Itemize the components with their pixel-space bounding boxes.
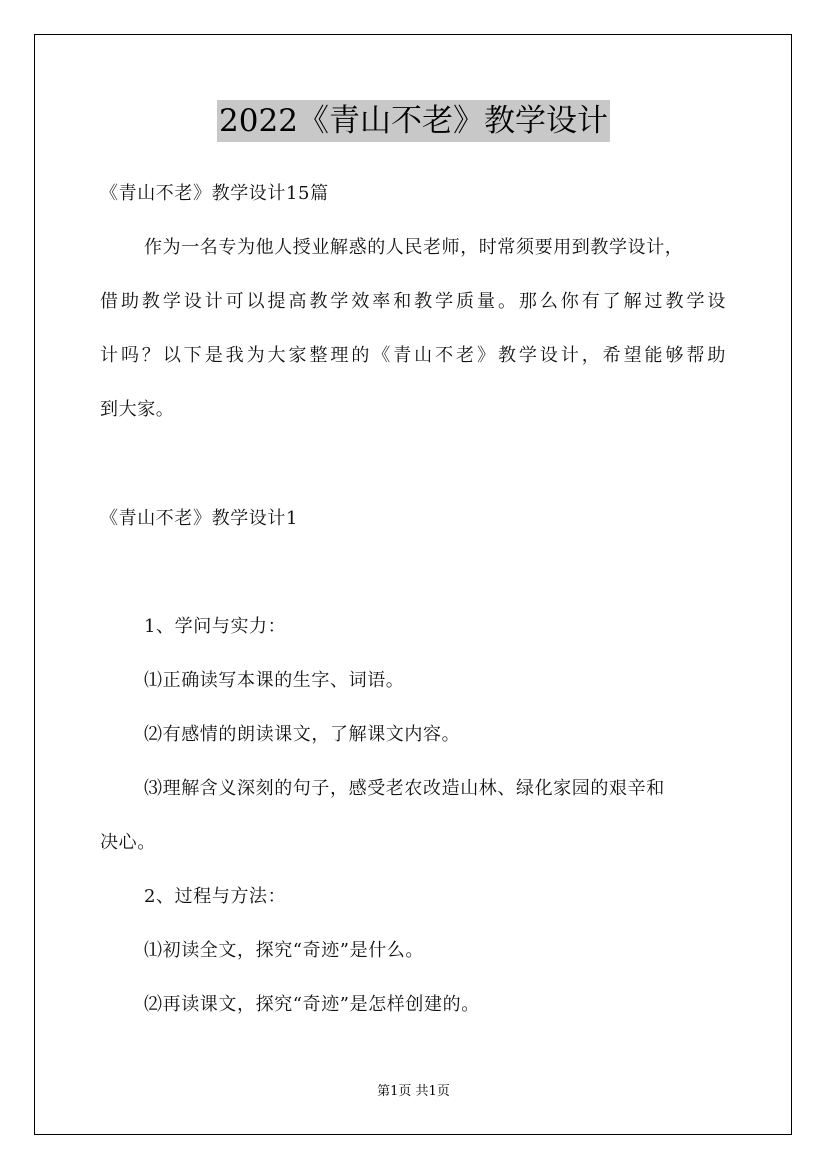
objective-item-continuation: 决心。: [100, 832, 156, 853]
objective-item: ⑴初读全文，探究“奇迹”是什么。: [144, 940, 425, 961]
objective-item: ⑵再读课文，探究“奇迹”是怎样创建的。: [144, 994, 480, 1015]
intro-line-2: 借助教学设计可以提高教学效率和教学质量。那么你有了解过教学设: [100, 291, 726, 312]
objective-heading-1: 1、学问与实力：: [144, 616, 287, 637]
objective-item: ⑵有感情的朗读课文，了解课文内容。: [144, 724, 461, 745]
objective-item: ⑴正确读写本课的生字、词语。: [144, 670, 405, 691]
intro-line-1: 作为一名专为他人授业解惑的人民老师，时常须要用到教学设计，: [144, 237, 684, 258]
document-subtitle: 《青山不老》教学设计15篇: [100, 183, 329, 204]
section-heading: 《青山不老》教学设计1: [100, 508, 299, 529]
intro-line-3: 计吗？以下是我为大家整理的《青山不老》教学设计，希望能够帮助: [100, 345, 726, 366]
objective-heading-2: 2、过程与方法：: [144, 886, 287, 907]
document-title: 2022《青山不老》教学设计: [217, 100, 610, 142]
title-container: [0, 100, 827, 142]
intro-line-4: 到大家。: [100, 399, 175, 420]
page-footer: 第1页 共1页: [377, 1084, 450, 1099]
objective-item: ⑶理解含义深刻的句子，感受老农改造山林、绿化家园的艰辛和: [144, 778, 665, 799]
